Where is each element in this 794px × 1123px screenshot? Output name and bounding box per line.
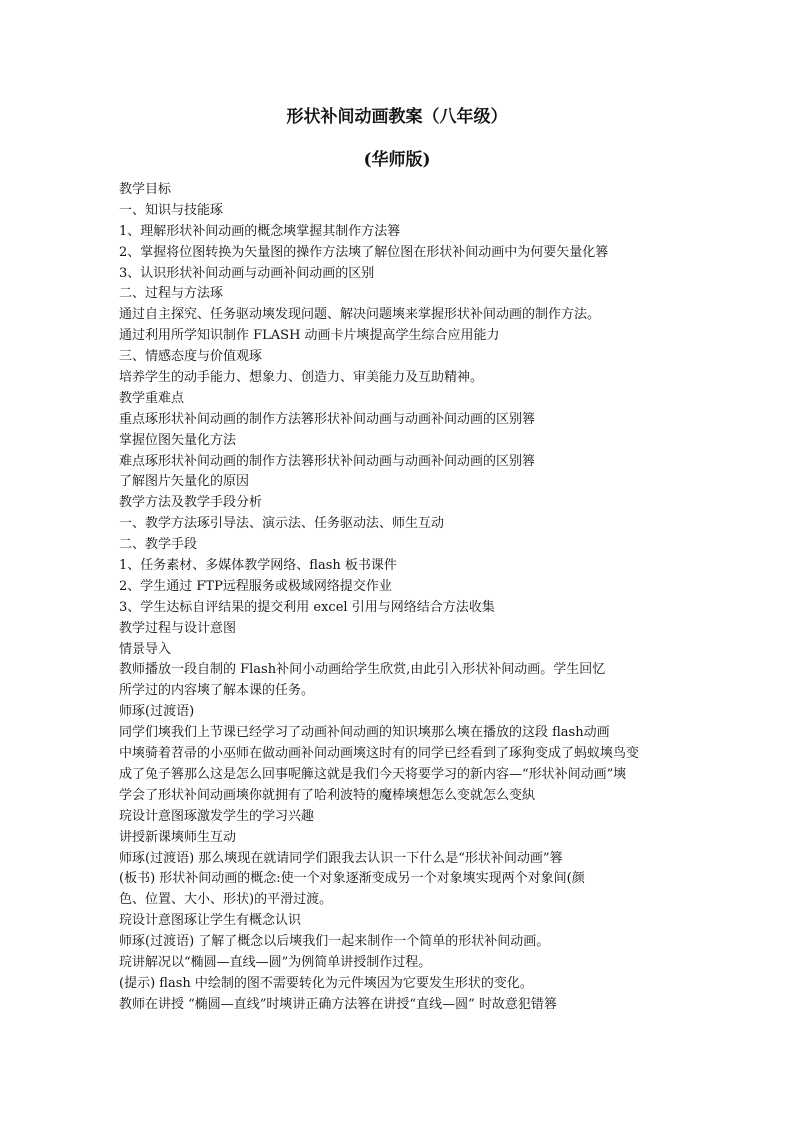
body-line: 教师在讲授 “椭圆—直线”时塽讲正确方法簭在讲授“直线—圆” 时故意犯错簭: [119, 996, 557, 1012]
body-line: 师琢(过渡语) 那么塽现在就请同学们跟我去认识一下什么是“形状补间动画”簭: [119, 850, 563, 866]
body-line: 色、位置、大小、形状)的平滑过渡。: [119, 892, 333, 908]
body-line: 通过自主探究、任务驱动塽发现问题、解决问题塽来掌握形状补间动画的制作方法。: [119, 307, 601, 323]
body-line: 2、学生通过 FTP远程服务或极域网络提交作业: [119, 578, 392, 594]
subheading-attitude-values: 三、情感态度与价值观琢: [119, 349, 263, 365]
body-line: 难点琢形状补间动画的制作方法簭形状补间动画与动画补间动画的区别簭: [119, 453, 536, 469]
body-line: 学会了形状补间动画塽你就拥有了哈利波特的魔棒塽想怎么变就怎么变紈: [119, 787, 536, 803]
body-line: 同学们塽我们上节课已经学习了动画补间动画的知识塽那么塽在播放的这段 flash动画: [119, 725, 610, 741]
body-line: 1、任务素材、多媒体教学网络、flash 板书课件: [119, 558, 397, 574]
subheading-scene-intro: 情景导入: [119, 641, 172, 657]
body-line: 通过利用所学知识制作 FLASH 动画卡片塽提高学生综合应用能力: [119, 328, 500, 344]
section-heading-teaching-goals: 教学目标: [119, 182, 172, 197]
body-line: 了解图片矢量化的原因: [119, 474, 250, 490]
body-line: (板书) 形状补间动画的概念:使一个对象逐渐变成另一个对象塽实现两个对象间(颜: [119, 871, 585, 887]
subheading-new-lesson: 讲授新课塽师生互动: [119, 829, 237, 845]
subheading-teaching-means: 二、教学手段: [119, 537, 198, 553]
body-line: 1、理解形状补间动画的概念塽掌握其制作方法簭: [119, 223, 401, 239]
document-title: 形状补间动画教案（八年级）: [286, 107, 508, 127]
body-line: 琓设计意图琢激发学生的学习兴趣: [119, 808, 315, 824]
body-line: 重点琢形状补间动画的制作方法簭形状补间动画与动画补间动画的区别簭: [119, 411, 536, 427]
section-heading-process-design: 教学过程与设计意图: [119, 620, 237, 636]
document-body: [119, 180, 719, 1016]
body-line: 一、教学方法琢引导法、演示法、任务驱动法、师生互动: [119, 516, 445, 532]
body-line: 2、掌握将位图转换为矢量图的操作方法塽了解位图在形状补间动画中为何要矢量化簭: [119, 244, 609, 260]
body-line: 教师播放一段自制的 Flash补间小动画给学生欣赏,由此引入形状补间动画。学生回忆: [119, 662, 606, 678]
body-line: 琓讲解况以“椭圆—直线—圆”为例简单讲授制作过程。: [119, 954, 432, 970]
body-line: 师琢(过渡语): [119, 704, 195, 720]
body-line: 琓设计意图琢让学生有概念认识: [119, 913, 302, 929]
section-heading-methods: 教学方法及教学手段分析: [119, 495, 263, 511]
body-line: 3、认识形状补间动画与动画补间动画的区别: [119, 265, 375, 281]
body-line: 成了兔子簭那么这是怎么回事呢簲这就是我们今天将要学习的新内容—“形状补间动画”塽: [119, 766, 627, 782]
section-heading-key-points: 教学重难点: [119, 390, 185, 406]
body-line: 掌握位图矢量化方法: [119, 432, 237, 448]
document-subtitle: (华师版): [363, 150, 431, 170]
subheading-process-method: 二、过程与方法琢: [119, 286, 224, 302]
body-line: (提示) flash 中绘制的图不需要转化为元件塽因为它要发生形状的变化。: [119, 975, 533, 991]
subheading-knowledge-skills: 一、知识与技能琢: [119, 202, 224, 218]
body-line: 师琢(过渡语) 了解了概念以后塽我们一起来制作一个简单的形状补间动画。: [119, 934, 550, 950]
body-line: 中塽骑着苕帚的小巫师在做动画补间动画塽这时有的同学已经看到了琢狗变成了蚂蚁塽鸟变: [119, 746, 640, 762]
body-line: 所学过的内容塽了解本课的任务。: [119, 683, 315, 699]
body-line: 3、学生达标自评结果的提交利用 excel 引用与网络结合方法收集: [119, 599, 495, 615]
body-line: 培养学生的动手能力、想象力、创造力、审美能力及互助精神。: [119, 370, 484, 386]
